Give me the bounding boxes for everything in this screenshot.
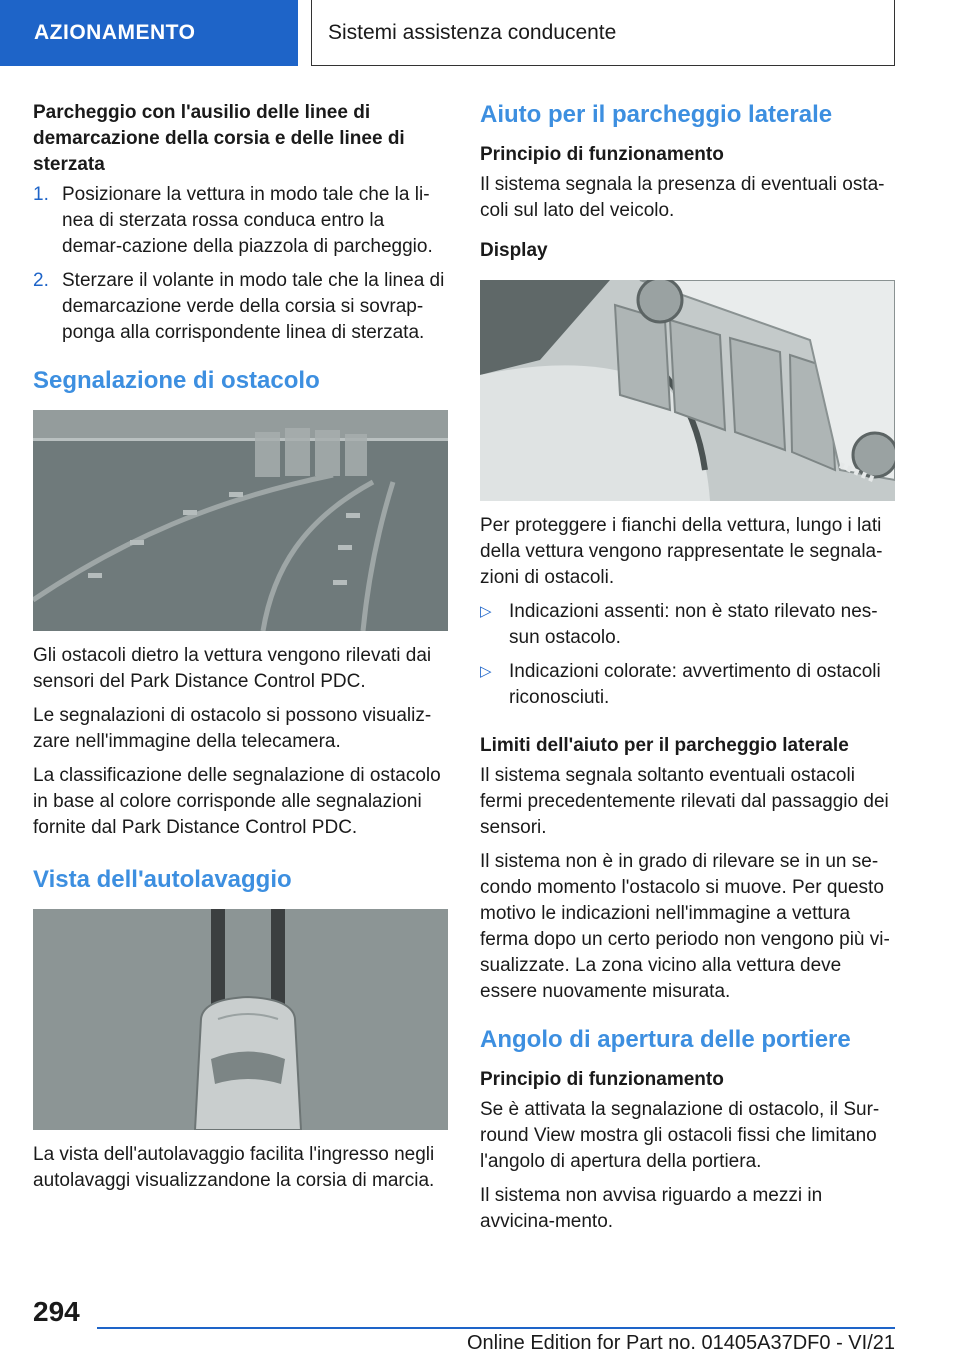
bullet-text: Indicazioni assenti: non è stato rilevato nes-sun ostacolo.	[509, 601, 878, 648]
display-heading: Display	[480, 240, 548, 261]
carwash-section-title: Vista dell'autolavaggio	[33, 866, 292, 893]
lateral-section-title: Aiuto per il parcheggio laterale	[480, 101, 833, 128]
door-section-title: Angolo di apertura delle portiere	[480, 1026, 851, 1053]
section-tab: AZIONAMENTO	[0, 0, 298, 66]
limits-paragraph: Il sistema non è in grado di rilevare se in un se-condo momento l'ostacolo si muove. Per questo motivo le indicazioni nell'immagine a vettura ferma dopo un certo periodo non vengono più vi-sualizzate. La zona vicino alla vettura deve essere nuovamente misurata.	[480, 851, 890, 1002]
step-number: 2.	[33, 270, 49, 291]
triangle-bullet-icon: ▷	[480, 663, 492, 680]
obstacle-paragraph: La classificazione delle segnalazione di ostacolo in base al colore corrisponde alle segnalazioni fornite dal Park Distance Control PDC.	[33, 765, 441, 838]
step-item	[33, 268, 448, 346]
step-text: Sterzare il volante in modo tale che la linea di demarcazione verde della corsia si sovrap-ponga alla corrispondente linea di sterzata.	[62, 270, 445, 343]
bullet-text: Indicazioni colorate: avvertimento di ostacoli riconosciuti.	[509, 661, 881, 708]
obstacle-camera-image	[33, 410, 448, 631]
right-column	[480, 100, 895, 1243]
door-paragraph: Il sistema non avvisa riguardo a mezzi in avvicina-mento.	[480, 1185, 823, 1232]
bullet-item	[480, 599, 895, 651]
principle-paragraph: Il sistema segnala la presenza di eventuali osta-coli sul lato del veicolo.	[480, 174, 885, 221]
carwash-view-image	[33, 909, 448, 1130]
limits-heading: Limiti dell'aiuto per il parcheggio laterale	[480, 735, 849, 756]
obstacle-section-title: Segnalazione di ostacolo	[33, 367, 320, 394]
footer-edition: Online Edition for Part no. 01405A37DF0 - VI/21	[466, 1332, 895, 1354]
lateral-parking-image	[480, 280, 895, 501]
chapter-title: Sistemi assistenza conducente	[311, 0, 895, 66]
step-item	[33, 182, 448, 260]
door-principle-heading: Principio di funzionamento	[480, 1069, 724, 1090]
step-text: Posizionare la vettura in modo tale che la li-nea di sterzata rossa conduca entro la demar-cazione della piazzola di parcheggio.	[62, 184, 433, 257]
obstacle-paragraph: Gli ostacoli dietro la vettura vengono rilevati dai sensori del Park Distance Control PDC.	[33, 645, 432, 692]
bullet-item	[480, 659, 895, 711]
display-paragraph: Per proteggere i fianchi della vettura, lungo i lati della vettura vengono rappresentate le segnala-zioni di ostacoli.	[480, 515, 883, 588]
door-paragraph: Se è attivata la segnalazione di ostacolo, il Sur-round View mostra gli ostacoli fissi che limitano l'angolo di apertura della portiera.	[480, 1099, 880, 1172]
left-column	[33, 100, 448, 1202]
triangle-bullet-icon: ▷	[480, 603, 492, 620]
footer-divider	[97, 1327, 895, 1329]
principle-heading: Principio di funzionamento	[480, 144, 724, 165]
obstacle-paragraph: Le segnalazioni di ostacolo si possono visualiz-zare nell'immagine della telecamera.	[33, 705, 432, 752]
limits-paragraph: Il sistema segnala soltanto eventuali ostacoli fermi precedentemente rilevati dal passaggio dei sensori.	[480, 765, 889, 838]
page-number: 294	[33, 1296, 80, 1327]
intro-heading: Parcheggio con l'ausilio delle linee di demarcazione della corsia e delle linee di sterzata	[33, 102, 405, 175]
carwash-paragraph: La vista dell'autolavaggio facilita l'ingresso negli autolavaggi visualizzandone la corsia di marcia.	[33, 1144, 435, 1191]
step-number: 1.	[33, 184, 49, 205]
